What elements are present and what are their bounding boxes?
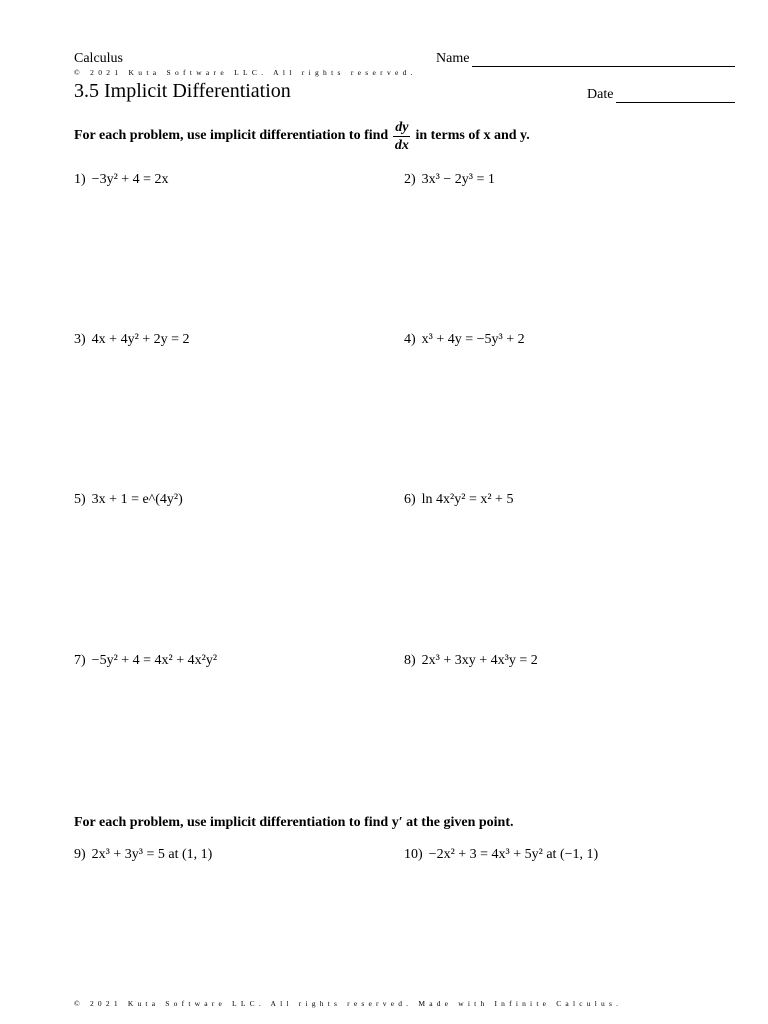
footer-copyright: © 2021 Kuta Software LLC. All rights reserved. Made with Infinite Calculus. — [74, 999, 623, 1008]
problem-number: 9) — [74, 847, 86, 862]
problem-9 — [74, 847, 212, 863]
problem-4 — [404, 332, 525, 348]
instruction-text-before: For each problem, use implicit differentiation to find — [74, 128, 389, 143]
name-label: Name — [436, 51, 470, 66]
dy-dx-fraction — [393, 119, 410, 154]
date-label: Date — [587, 87, 614, 102]
problem-6 — [404, 492, 513, 508]
header-copyright: © 2021 Kuta Software LLC. All rights reserved. — [74, 68, 417, 77]
fraction-denominator: dx — [394, 137, 409, 153]
problem-5 — [74, 492, 183, 508]
problem-equation: 4x + 4y² + 2y = 2 — [91, 332, 190, 347]
problem-equation: x³ + 4y = −5y³ + 2 — [421, 332, 525, 347]
problem-number: 2) — [404, 172, 416, 187]
problem-3 — [74, 332, 190, 348]
date-field[interactable] — [616, 102, 735, 103]
worksheet-title: 3.5 Implicit Differentiation — [74, 80, 291, 102]
problem-equation: 3x³ − 2y³ = 1 — [421, 172, 495, 187]
course-label: Calculus — [74, 51, 123, 66]
problem-2 — [404, 172, 495, 188]
section1-instruction — [74, 116, 530, 156]
problem-number: 4) — [404, 332, 416, 347]
section2-instruction: For each problem, use implicit differentiation to find y′ at the given point. — [74, 815, 514, 830]
problem-7 — [74, 653, 217, 669]
problem-number: 6) — [404, 492, 416, 507]
problem-equation: 3x + 1 = e^(4y²) — [91, 492, 183, 507]
problem-number: 1) — [74, 172, 86, 187]
problem-equation: 2x³ + 3xy + 4x³y = 2 — [421, 653, 538, 668]
problem-number: 3) — [74, 332, 86, 347]
problem-number: 8) — [404, 653, 416, 668]
problem-number: 7) — [74, 653, 86, 668]
problem-number: 5) — [74, 492, 86, 507]
fraction-numerator: dy — [395, 119, 409, 135]
instruction-text-after: in terms of x and y. — [415, 128, 530, 143]
problem-equation: −5y² + 4 = 4x² + 4x²y² — [91, 653, 218, 668]
problem-equation: 2x³ + 3y³ = 5 at (1, 1) — [91, 847, 213, 862]
name-field[interactable] — [472, 66, 735, 67]
problem-equation: −2x² + 3 = 4x³ + 5y² at (−1, 1) — [428, 847, 599, 862]
problem-equation: ln 4x²y² = x² + 5 — [421, 492, 514, 507]
problem-equation: −3y² + 4 = 2x — [91, 172, 169, 187]
problem-10 — [404, 847, 598, 863]
problem-number: 10) — [404, 847, 423, 862]
problem-1 — [74, 172, 169, 188]
problem-8 — [404, 653, 538, 669]
